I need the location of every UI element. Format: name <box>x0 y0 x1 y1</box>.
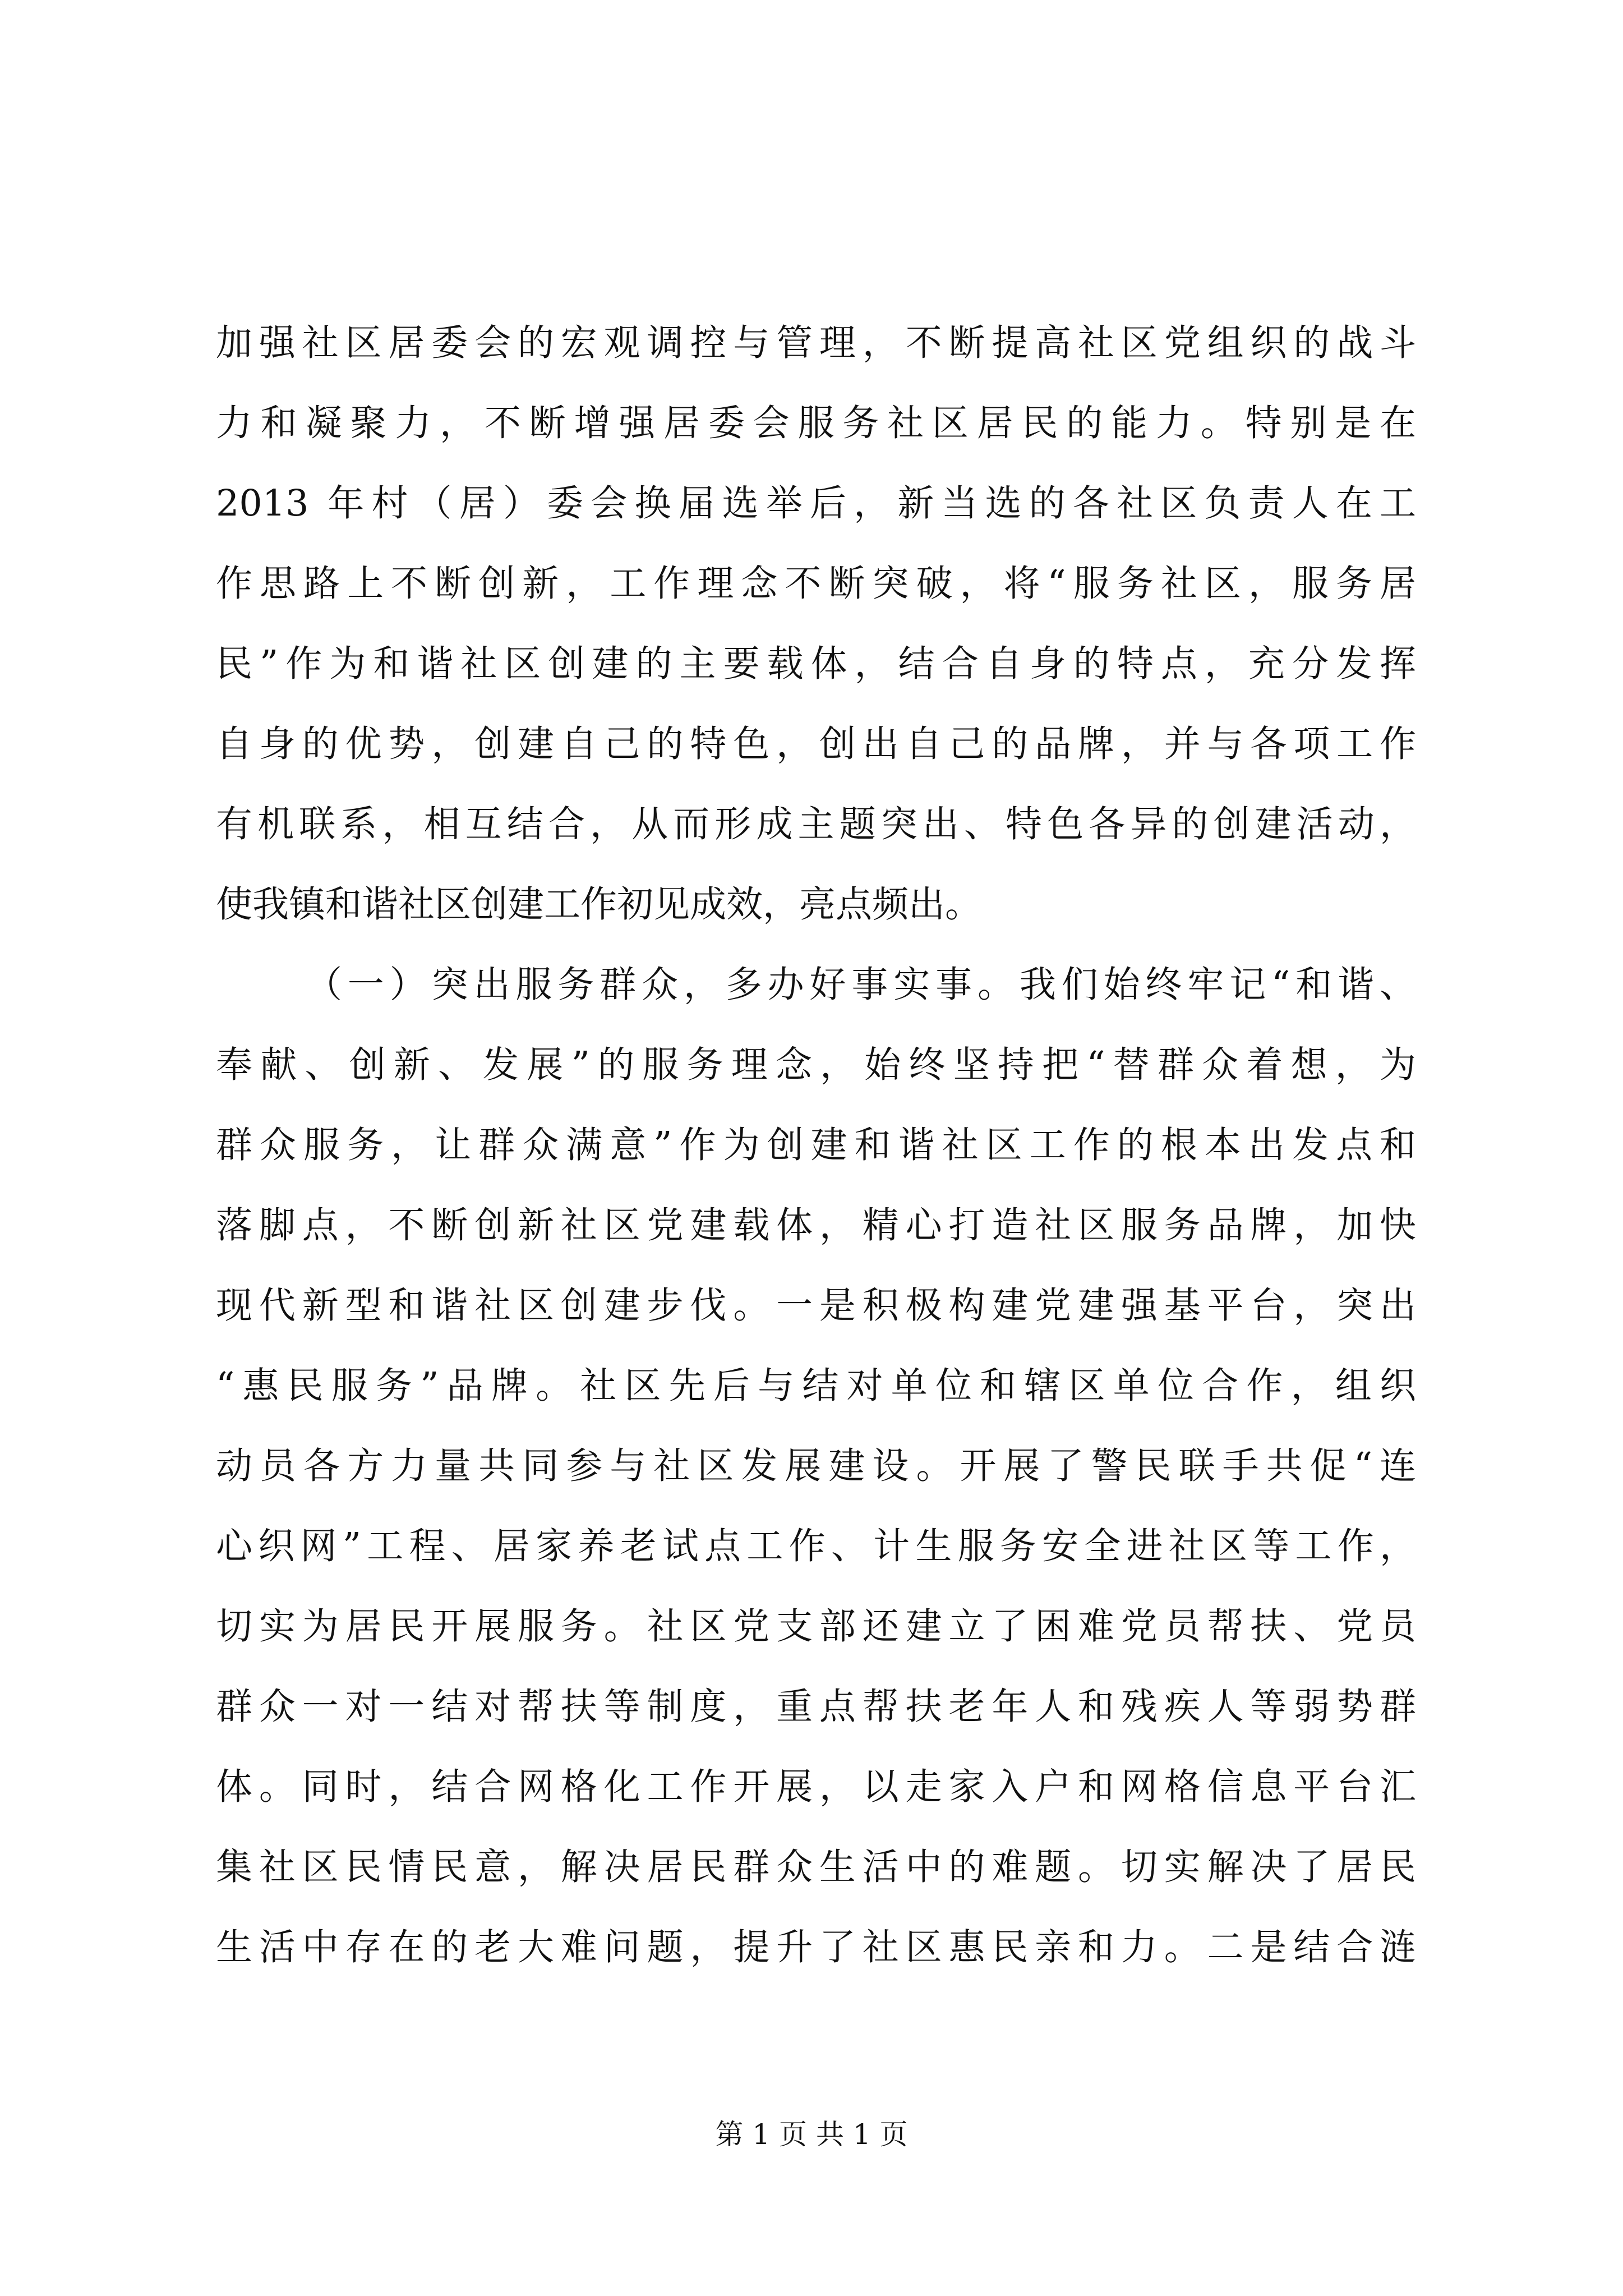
text-line: （一）突出服务群众，多办好事实事。我们始终牢记“和谐、 <box>306 964 1416 1006</box>
text-line: 自身的优势，创建自己的特色，创出自己的品牌，并与各项工作 <box>216 723 1416 765</box>
text-line: 有机联系，相互结合，从而形成主题突出、特色各异的创建活动， <box>216 803 1416 845</box>
text-line: “惠民服务”品牌。社区先后与结对单位和辖区单位合作，组织 <box>216 1365 1416 1407</box>
text-line: 群众一对一结对帮扶等制度，重点帮扶老年人和残疾人等弱势群 <box>216 1686 1416 1728</box>
text-line: 动员各方力量共同参与社区发展建设。开展了警民联手共促“连 <box>216 1445 1416 1487</box>
text-line: 生活中存在的老大难问题，提升了社区惠民亲和力。二是结合涟 <box>216 1926 1416 1968</box>
text-line: 切实为居民开展服务。社区党支部还建立了困难党员帮扶、党员 <box>216 1605 1416 1648</box>
text-line: 体。同时，结合网格化工作开展，以走家入户和网格信息平台汇 <box>216 1766 1416 1808</box>
page-footer <box>0 2115 1623 2154</box>
text-line: 落脚点，不断创新社区党建载体，精心打造社区服务品牌，加快 <box>216 1204 1416 1246</box>
text-line: 使我镇和谐社区创建工作初见成效，亮点频出。 <box>216 884 982 926</box>
text-line: 集社区民情民意，解决居民群众生活中的难题。切实解决了居民 <box>216 1846 1416 1888</box>
page-number-label: 第 1 页 共 1 页 <box>715 2118 908 2151</box>
paragraph-2 <box>216 945 1416 1987</box>
text-line: 群众服务，让群众满意”作为创建和谐社区工作的根本出发点和 <box>216 1124 1416 1166</box>
text-line: 力和凝聚力，不断增强居委会服务社区居民的能力。特别是在 <box>216 402 1416 444</box>
document-body <box>216 303 1416 1987</box>
text-line: 加强社区居委会的宏观调控与管理，不断提高社区党组织的战斗 <box>216 322 1416 364</box>
text-line: 现代新型和谐社区创建步伐。一是积极构建党建强基平台，突出 <box>216 1285 1416 1327</box>
text-line: 心织网”工程、居家养老试点工作、计生服务安全进社区等工作， <box>216 1525 1416 1567</box>
text-line: 奉献、创新、发展”的服务理念，始终坚持把“替群众着想，为 <box>216 1044 1416 1086</box>
text-line: 民”作为和谐社区创建的主要载体，结合自身的特点，充分发挥 <box>216 643 1416 685</box>
text-line: 2013 年村（居）委会换届选举后，新当选的各社区负责人在工 <box>216 482 1416 524</box>
paragraph-1 <box>216 303 1416 945</box>
text-line: 作思路上不断创新，工作理念不断突破，将“服务社区，服务居 <box>216 563 1416 605</box>
